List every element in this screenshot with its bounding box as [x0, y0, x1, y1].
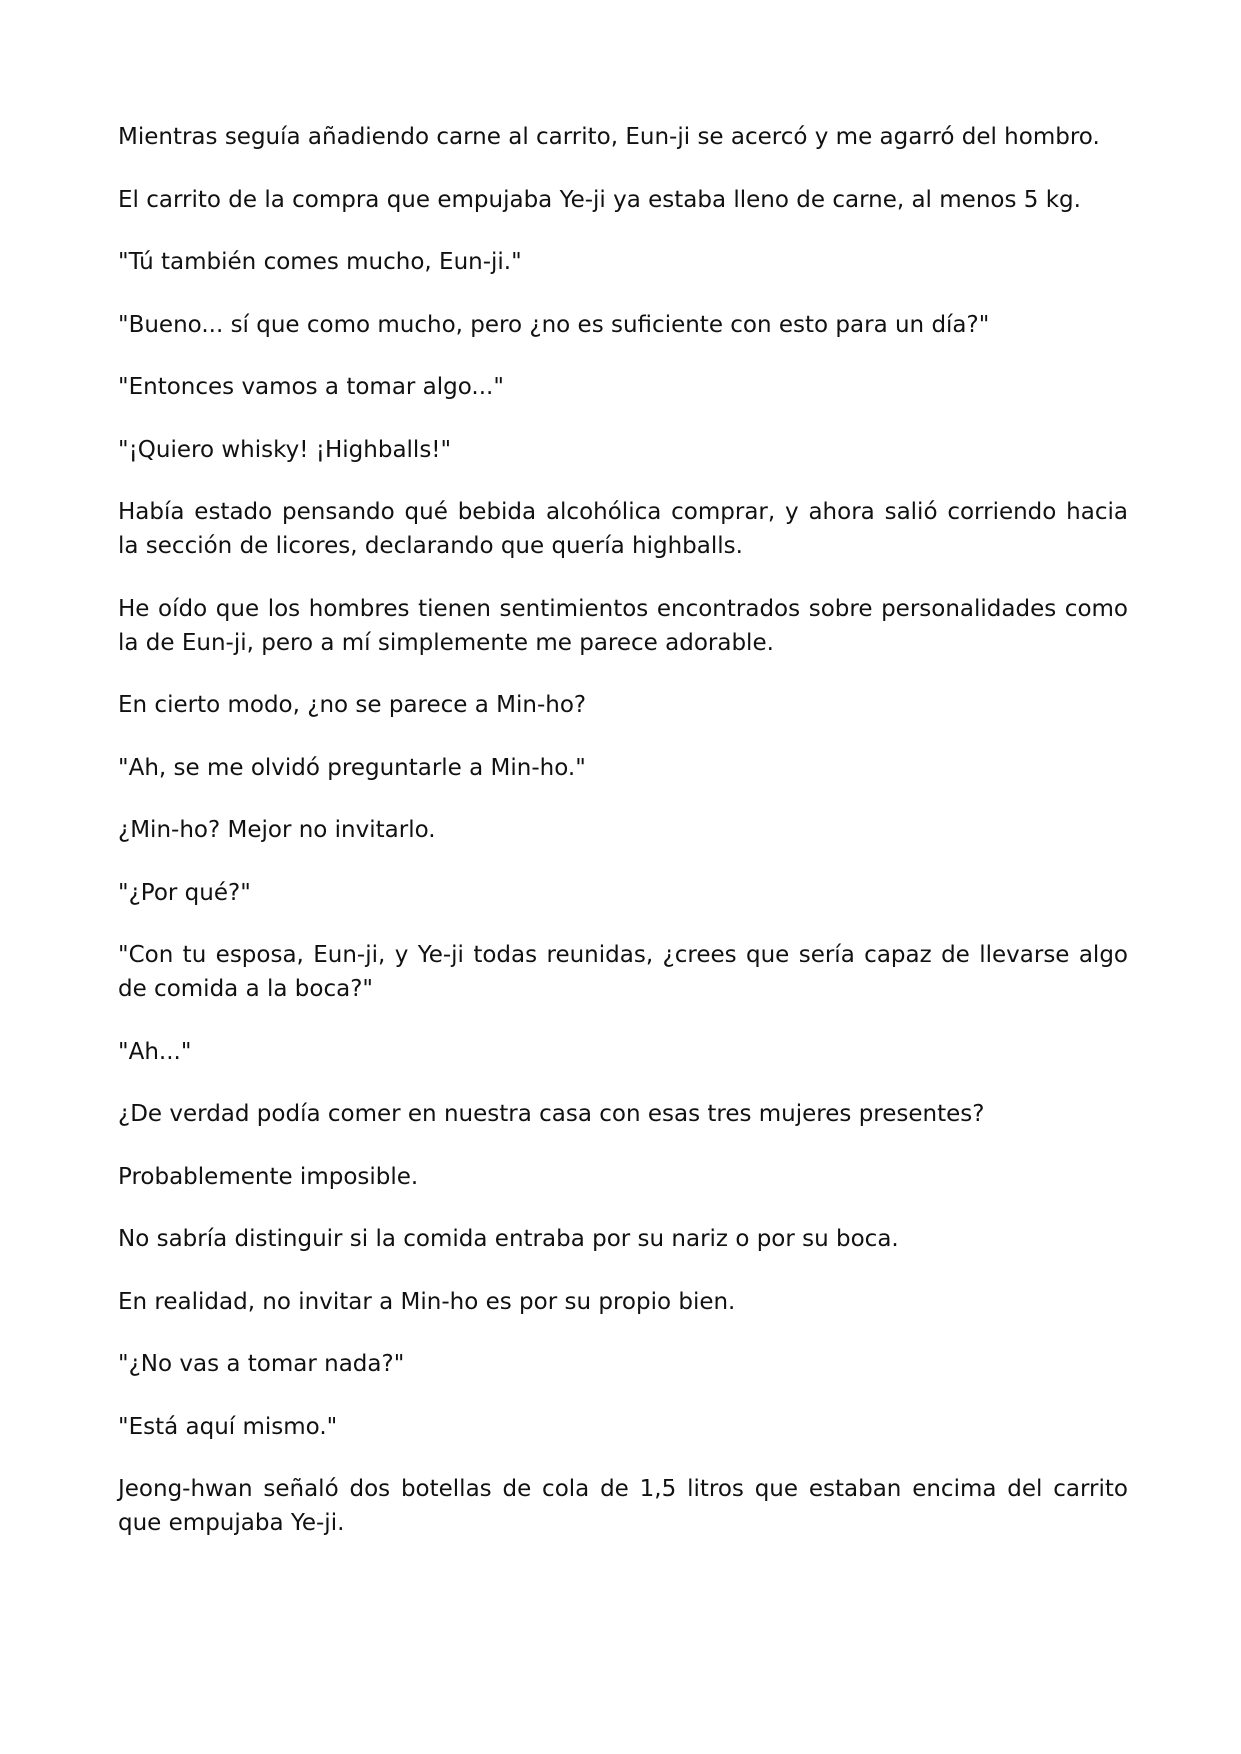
paragraph-15: ¿De verdad podía comer en nuestra casa con esas tres mujeres presentes?	[118, 1101, 985, 1127]
paragraph-7: Había estado pensando qué bebida alcohólica comprar, y ahora salió corriendo hacia la sección de licores, declarando que quería highballs.	[118, 499, 1128, 559]
paragraph-19: "¿No vas a tomar nada?"	[118, 1351, 405, 1377]
paragraph-16: Probablemente imposible.	[118, 1163, 419, 1190]
paragraph-20: "Está aquí mismo."	[118, 1413, 338, 1440]
paragraph-9: En cierto modo, ¿no se parece a Min-ho?	[118, 692, 587, 718]
paragraph-13: "Con tu esposa, Eun-ji, y Ye-ji todas reunidas, ¿crees que sería capaz de llevarse algo de comida a la boca?"	[118, 942, 1128, 1002]
paragraph-11: ¿Min-ho? Mejor no invitarlo.	[118, 817, 436, 843]
paragraph-10: "Ah, se me olvidó preguntarle a Min-ho."	[118, 754, 586, 781]
document-body	[118, 120, 1128, 1569]
paragraph-1: Mientras seguía añadiendo carne al carrito, Eun-ji se acercó y me agarró del hombro.	[118, 124, 1100, 150]
paragraph-4: "Bueno... sí que como mucho, pero ¿no es suficiente con esto para un día?"	[118, 311, 990, 338]
paragraph-12: "¿Por qué?"	[118, 879, 251, 906]
paragraph-3: "Tú también comes mucho, Eun-ji."	[118, 249, 522, 275]
paragraph-8: He oído que los hombres tienen sentimientos encontrados sobre personalidades como la de Eun-ji, pero a mí simplemente me parece adorable.	[118, 595, 1128, 656]
paragraph-18: En realidad, no invitar a Min-ho es por su propio bien.	[118, 1288, 736, 1315]
paragraph-2: El carrito de la compra que empujaba Ye-ji ya estaba lleno de carne, al menos 5 kg.	[118, 186, 1081, 213]
paragraph-21: Jeong-hwan señaló dos botellas de cola de 1,5 litros que estaban encima del carrito que empujaba Ye-ji.	[118, 1476, 1128, 1536]
paragraph-17: No sabría distinguir si la comida entraba por su nariz o por su boca.	[118, 1226, 899, 1252]
paragraph-14: "Ah..."	[118, 1038, 192, 1065]
paragraph-5: "Entonces vamos a tomar algo..."	[118, 374, 504, 400]
paragraph-6: "¡Quiero whisky! ¡Highballs!"	[118, 436, 452, 463]
